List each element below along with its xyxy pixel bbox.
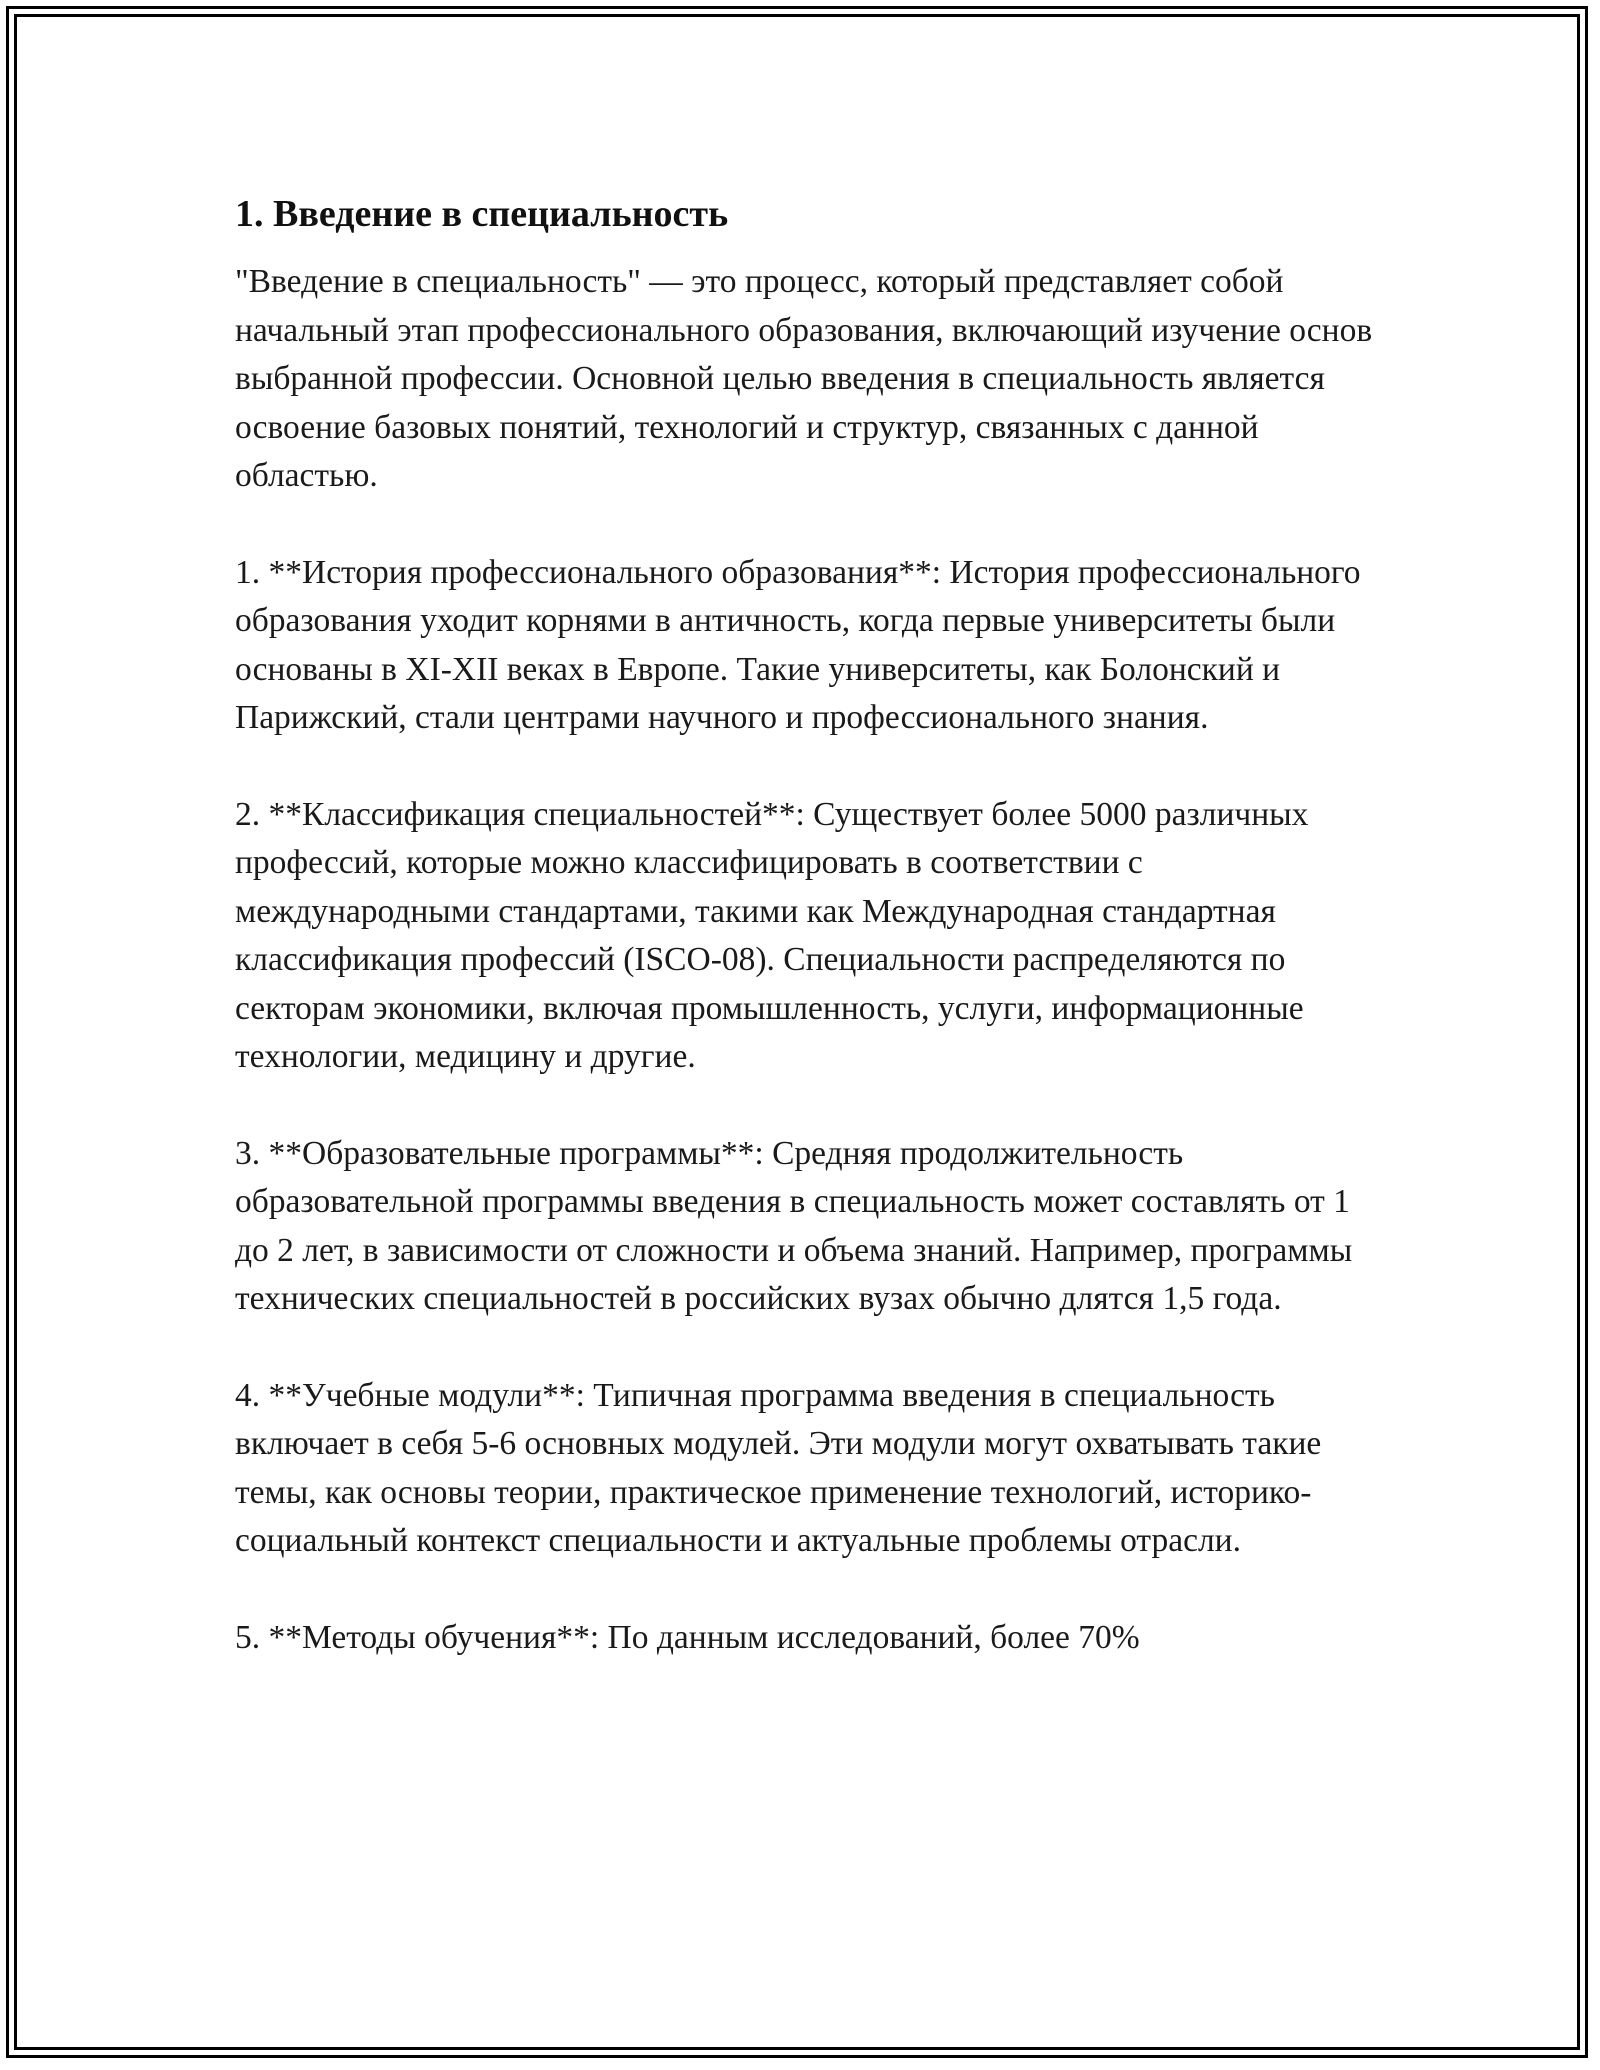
section-title: 1. Введение в специальность bbox=[235, 193, 729, 235]
list-item-classification: 2. **Классификация специальностей**: Существует более 5000 различных профессий, которые можно классифицировать в соответствии с международными стандартами, такими как Международная стандартная классификация профессий (ISCO-08). Специальности распределяются по секторам экономики, включая промышленность, услуги, информационные технологии, медицину и другие. bbox=[235, 795, 1309, 1075]
list-item-history: 1. **История профессионального образования**: История профессионального образования уходит корнями в античность, когда первые университеты были основаны в XI-XII веках в Европе. Такие университеты, как Болонский и Парижский, стали центрами научного и профессионального знания. bbox=[235, 553, 1361, 736]
list-item-methods: 5. **Методы обучения**: По данным исследований, более 70% bbox=[235, 1618, 1140, 1656]
list-item-programs: 3. **Образовательные программы**: Средняя продолжительность образовательной программы введения в специальность может составлять от 1 до 2 лет, в зависимости от сложности и объема знаний. Например, программы технических специальностей в российских вузах обычно длятся 1,5 года. bbox=[235, 1134, 1353, 1317]
document-body bbox=[235, 190, 1385, 1710]
intro-paragraph: "Введение в специальность" — это процесс, который представляет собой начальный этап профессионального образования, включающий изучение основ выбранной профессии. Основной целью введения в специальность является освоение базовых понятий, технологий и структур, связанных с данной областью. bbox=[235, 263, 1373, 494]
list-item-modules: 4. **Учебные модули**: Типичная программа введения в специальность включает в себя 5-6 основных модулей. Эти модули могут охватывать такие темы, как основы теории, практическое применение технологий, историко-социальный контекст специальности и актуальные проблемы отрасли. bbox=[235, 1376, 1322, 1559]
